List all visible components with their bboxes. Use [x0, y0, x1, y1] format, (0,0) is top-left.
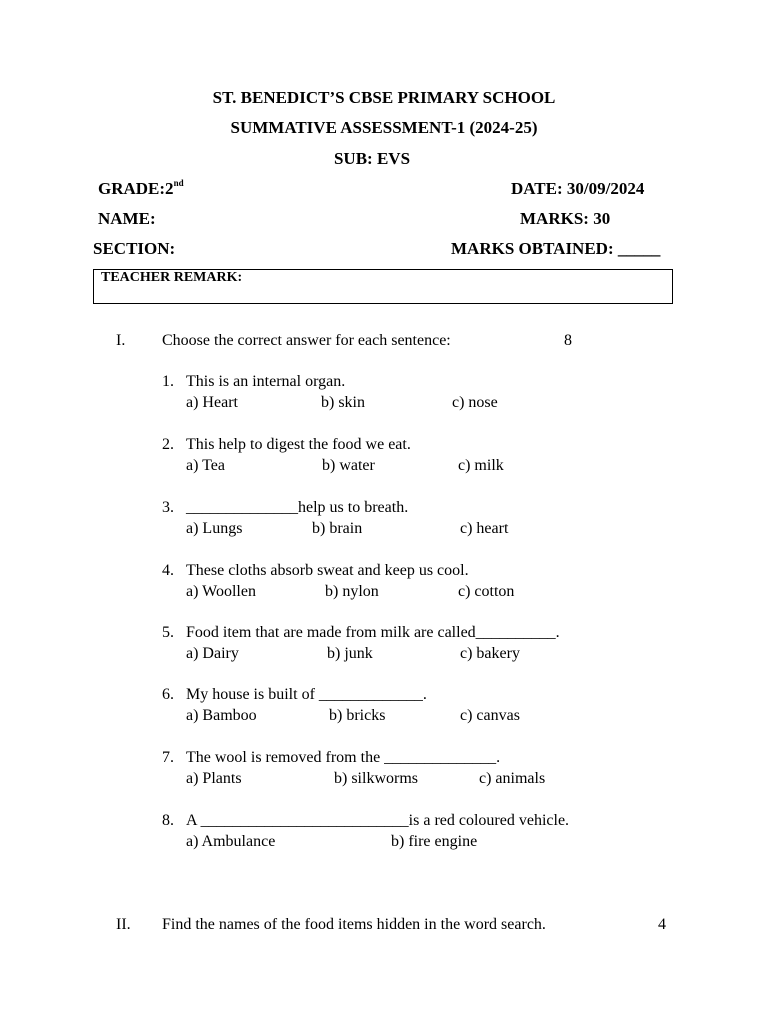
question-6	[162, 686, 427, 704]
question-1	[162, 373, 345, 391]
option-b: b) brain	[312, 520, 363, 537]
section-label: SECTION:	[93, 239, 176, 258]
question-text: Food item that are made from milk are called__________.	[186, 624, 560, 641]
grade-label	[98, 179, 184, 199]
option-a: a) Woollen	[186, 583, 256, 600]
question-text: My house is built of _____________.	[186, 686, 427, 703]
section-1-marks: 8	[564, 332, 572, 349]
grade-superscript: nd	[173, 178, 184, 189]
assessment-title: SUMMATIVE ASSESSMENT-1 (2024-25)	[230, 118, 538, 137]
question-8	[162, 812, 569, 830]
teacher-remark-label: TEACHER REMARK:	[101, 270, 243, 285]
question-7	[162, 749, 500, 767]
option-c: c) animals	[479, 770, 546, 787]
option-a: a) Lungs	[186, 520, 243, 537]
option-a: a) Dairy	[186, 645, 239, 662]
question-number: 2.	[162, 436, 174, 453]
option-c: c) nose	[452, 394, 498, 411]
marks-obtained-label: MARKS OBTAINED: _____	[451, 239, 661, 258]
question-text: This is an internal organ.	[186, 373, 346, 390]
option-c: c) milk	[458, 457, 504, 474]
question-number: 6.	[162, 686, 174, 703]
date-label: DATE: 30/09/2024	[511, 179, 645, 198]
section-2-number: II.	[116, 916, 131, 933]
option-b: b) bricks	[329, 707, 386, 724]
question-5	[162, 624, 560, 642]
school-name: ST. BENEDICT’S CBSE PRIMARY SCHOOL	[212, 88, 556, 107]
marks-label: MARKS: 30	[520, 209, 611, 228]
option-b: b) skin	[321, 394, 365, 411]
subject-label: SUB: EVS	[333, 149, 411, 168]
option-c: c) canvas	[460, 707, 520, 724]
name-label: NAME:	[98, 209, 156, 228]
question-text: A __________________________is a red coloured vehicle.	[186, 812, 570, 829]
question-2	[162, 436, 411, 454]
question-3	[162, 499, 408, 517]
section-2-instruction: Find the names of the food items hidden in the word search.	[162, 916, 546, 933]
option-a: a) Ambulance	[186, 833, 276, 850]
option-b: b) nylon	[325, 583, 379, 600]
option-a: a) Tea	[186, 457, 225, 474]
question-4	[162, 562, 469, 580]
question-text: The wool is removed from the ______________.	[186, 749, 501, 766]
question-number: 1.	[162, 373, 174, 390]
section-2-marks: 4	[658, 916, 666, 933]
option-a: a) Bamboo	[186, 707, 257, 724]
teacher-remark-box	[93, 269, 673, 304]
question-text: ______________help us to breath.	[186, 499, 409, 516]
section-1-number: I.	[116, 332, 126, 349]
grade-text: GRADE:2	[98, 179, 174, 198]
option-b: b) fire engine	[391, 833, 478, 850]
question-number: 3.	[162, 499, 174, 516]
option-c: c) cotton	[458, 583, 515, 600]
option-b: b) junk	[327, 645, 373, 662]
option-a: a) Plants	[186, 770, 242, 787]
question-number: 4.	[162, 562, 174, 579]
question-number: 8.	[162, 812, 174, 829]
question-number: 7.	[162, 749, 174, 766]
option-b: b) water	[322, 457, 375, 474]
question-text: This help to digest the food we eat.	[186, 436, 411, 453]
option-b: b) silkworms	[334, 770, 418, 787]
option-c: c) heart	[460, 520, 509, 537]
question-text: These cloths absorb sweat and keep us cool.	[186, 562, 469, 579]
section-1-instruction: Choose the correct answer for each sentence:	[162, 332, 451, 349]
option-c: c) bakery	[460, 645, 520, 662]
option-a: a) Heart	[186, 394, 238, 411]
question-number: 5.	[162, 624, 174, 641]
